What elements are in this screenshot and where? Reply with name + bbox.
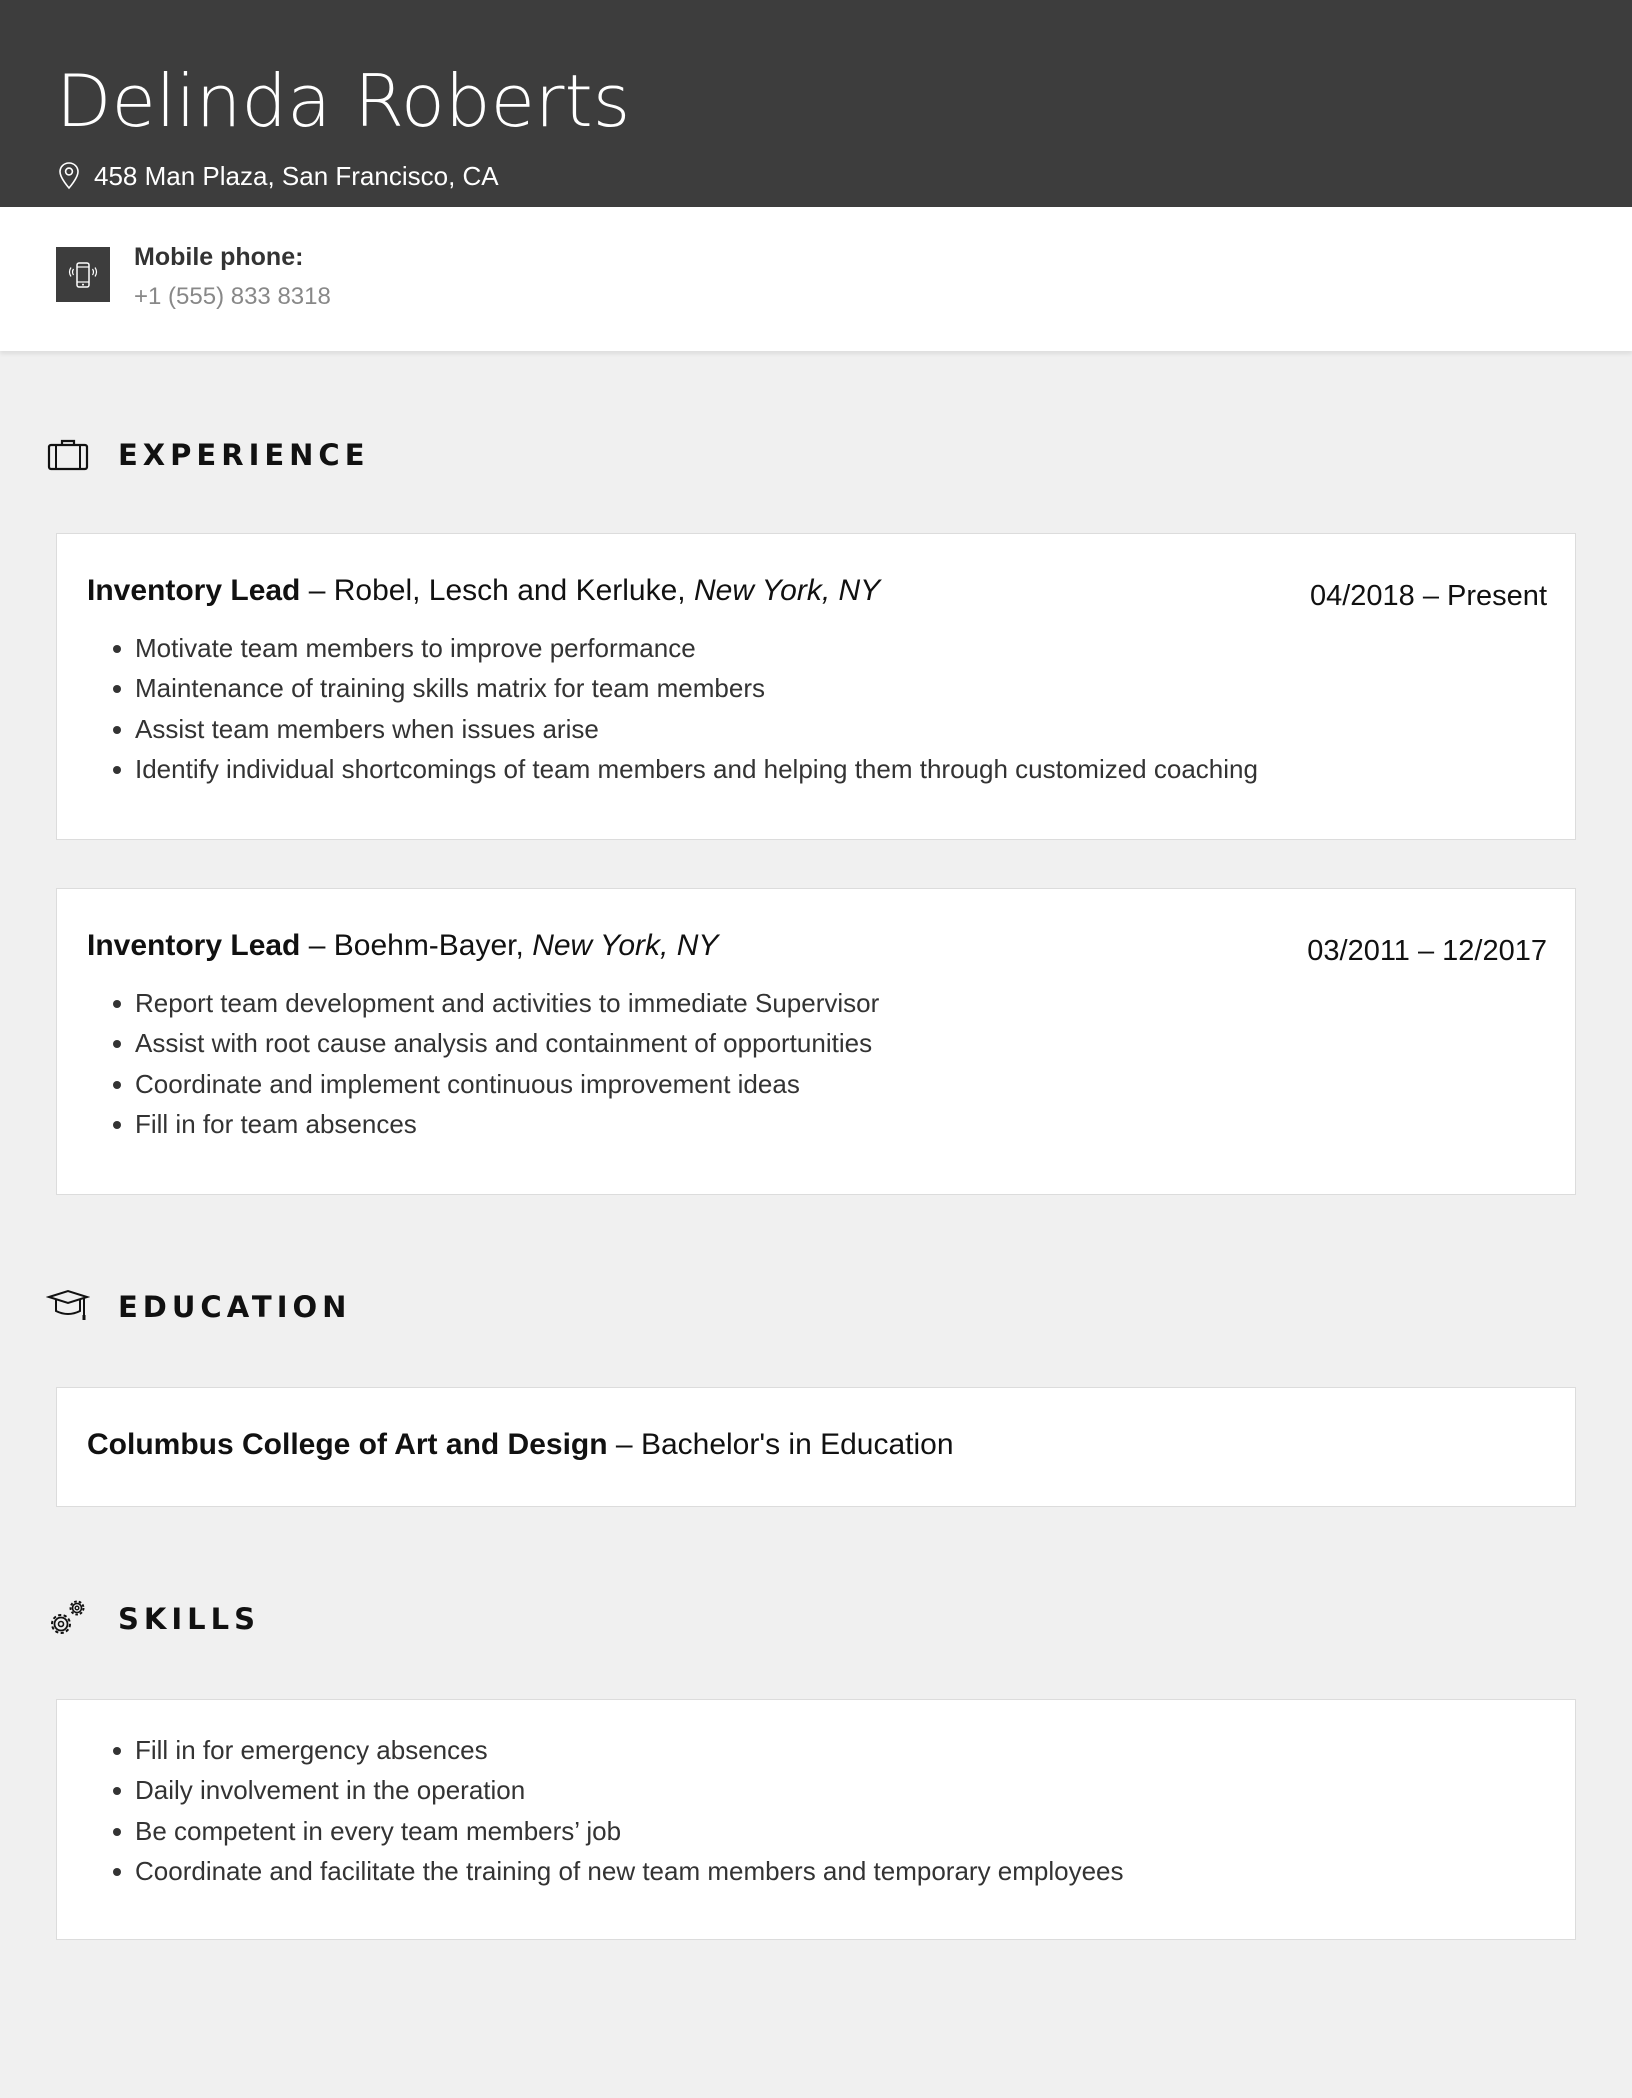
job-separator: –	[300, 574, 334, 607]
contact-band	[0, 207, 1632, 351]
company-name: Boehm-Bayer,	[333, 929, 524, 962]
degree: Bachelor's in Education	[640, 1428, 954, 1461]
mobile-phone-icon	[65, 257, 101, 293]
job-separator: –	[300, 929, 334, 962]
job-heading	[87, 574, 880, 608]
company-name: Robel, Lesch and Kerluke,	[333, 574, 686, 607]
resume-header	[0, 0, 1632, 207]
job-dates: 03/2011 – 12/2017	[1307, 935, 1547, 967]
address-text: 458 Man Plaza, San Francisco, CA	[94, 160, 499, 191]
list-item: Motivate team members to improve performance	[135, 628, 1258, 668]
skills-heading	[46, 1597, 260, 1641]
job-bullets	[135, 628, 1258, 789]
phone-label: Mobile phone:	[134, 243, 304, 271]
experience-card-1	[56, 533, 1576, 840]
list-item: Assist with root cause analysis and containment of opportunities	[135, 1023, 879, 1063]
list-item: Fill in for team absences	[135, 1104, 879, 1144]
phone-number: +1 (555) 833 8318	[134, 283, 331, 310]
list-item: Daily involvement in the operation	[135, 1770, 1124, 1810]
job-bullets	[135, 983, 879, 1144]
skills-card	[56, 1699, 1576, 1940]
education-heading	[46, 1285, 351, 1329]
experience-heading	[46, 433, 370, 477]
location-pin-icon	[58, 161, 80, 191]
job-heading	[87, 929, 718, 963]
job-location: New York, NY	[532, 929, 719, 962]
job-location: New York, NY	[693, 574, 881, 607]
education-line	[87, 1428, 954, 1462]
briefcase-icon	[46, 433, 90, 477]
education-card	[56, 1387, 1576, 1507]
education-title: EDUCATION	[118, 1290, 352, 1324]
gears-icon	[46, 1597, 90, 1641]
job-title: Inventory Lead	[87, 929, 301, 962]
job-dates: 04/2018 – Present	[1309, 580, 1547, 612]
skills-title: SKILLS	[118, 1602, 260, 1636]
candidate-name: Delinda Roberts	[56, 59, 631, 143]
address-row	[58, 158, 499, 194]
list-item: Be competent in every team members’ job	[135, 1811, 1124, 1851]
list-item: Assist team members when issues arise	[135, 709, 1258, 749]
skills-list	[135, 1730, 1124, 1891]
list-item: Maintenance of training skills matrix for team members	[135, 668, 1258, 708]
list-item: Coordinate and facilitate the training of new team members and temporary employees	[135, 1851, 1124, 1891]
list-item: Coordinate and implement continuous improvement ideas	[135, 1064, 879, 1104]
list-item: Report team development and activities to immediate Supervisor	[135, 983, 879, 1023]
experience-card-2	[56, 888, 1576, 1195]
graduation-cap-icon	[46, 1285, 90, 1329]
experience-title: EXPERIENCE	[118, 438, 370, 472]
list-item: Identify individual shortcomings of team members and helping them through customized coaching	[135, 749, 1258, 789]
job-title: Inventory Lead	[87, 574, 301, 607]
school-name: Columbus College of Art and Design	[87, 1428, 608, 1461]
list-item: Fill in for emergency absences	[135, 1730, 1124, 1770]
education-separator: –	[607, 1428, 641, 1461]
phone-icon-box	[56, 247, 110, 302]
